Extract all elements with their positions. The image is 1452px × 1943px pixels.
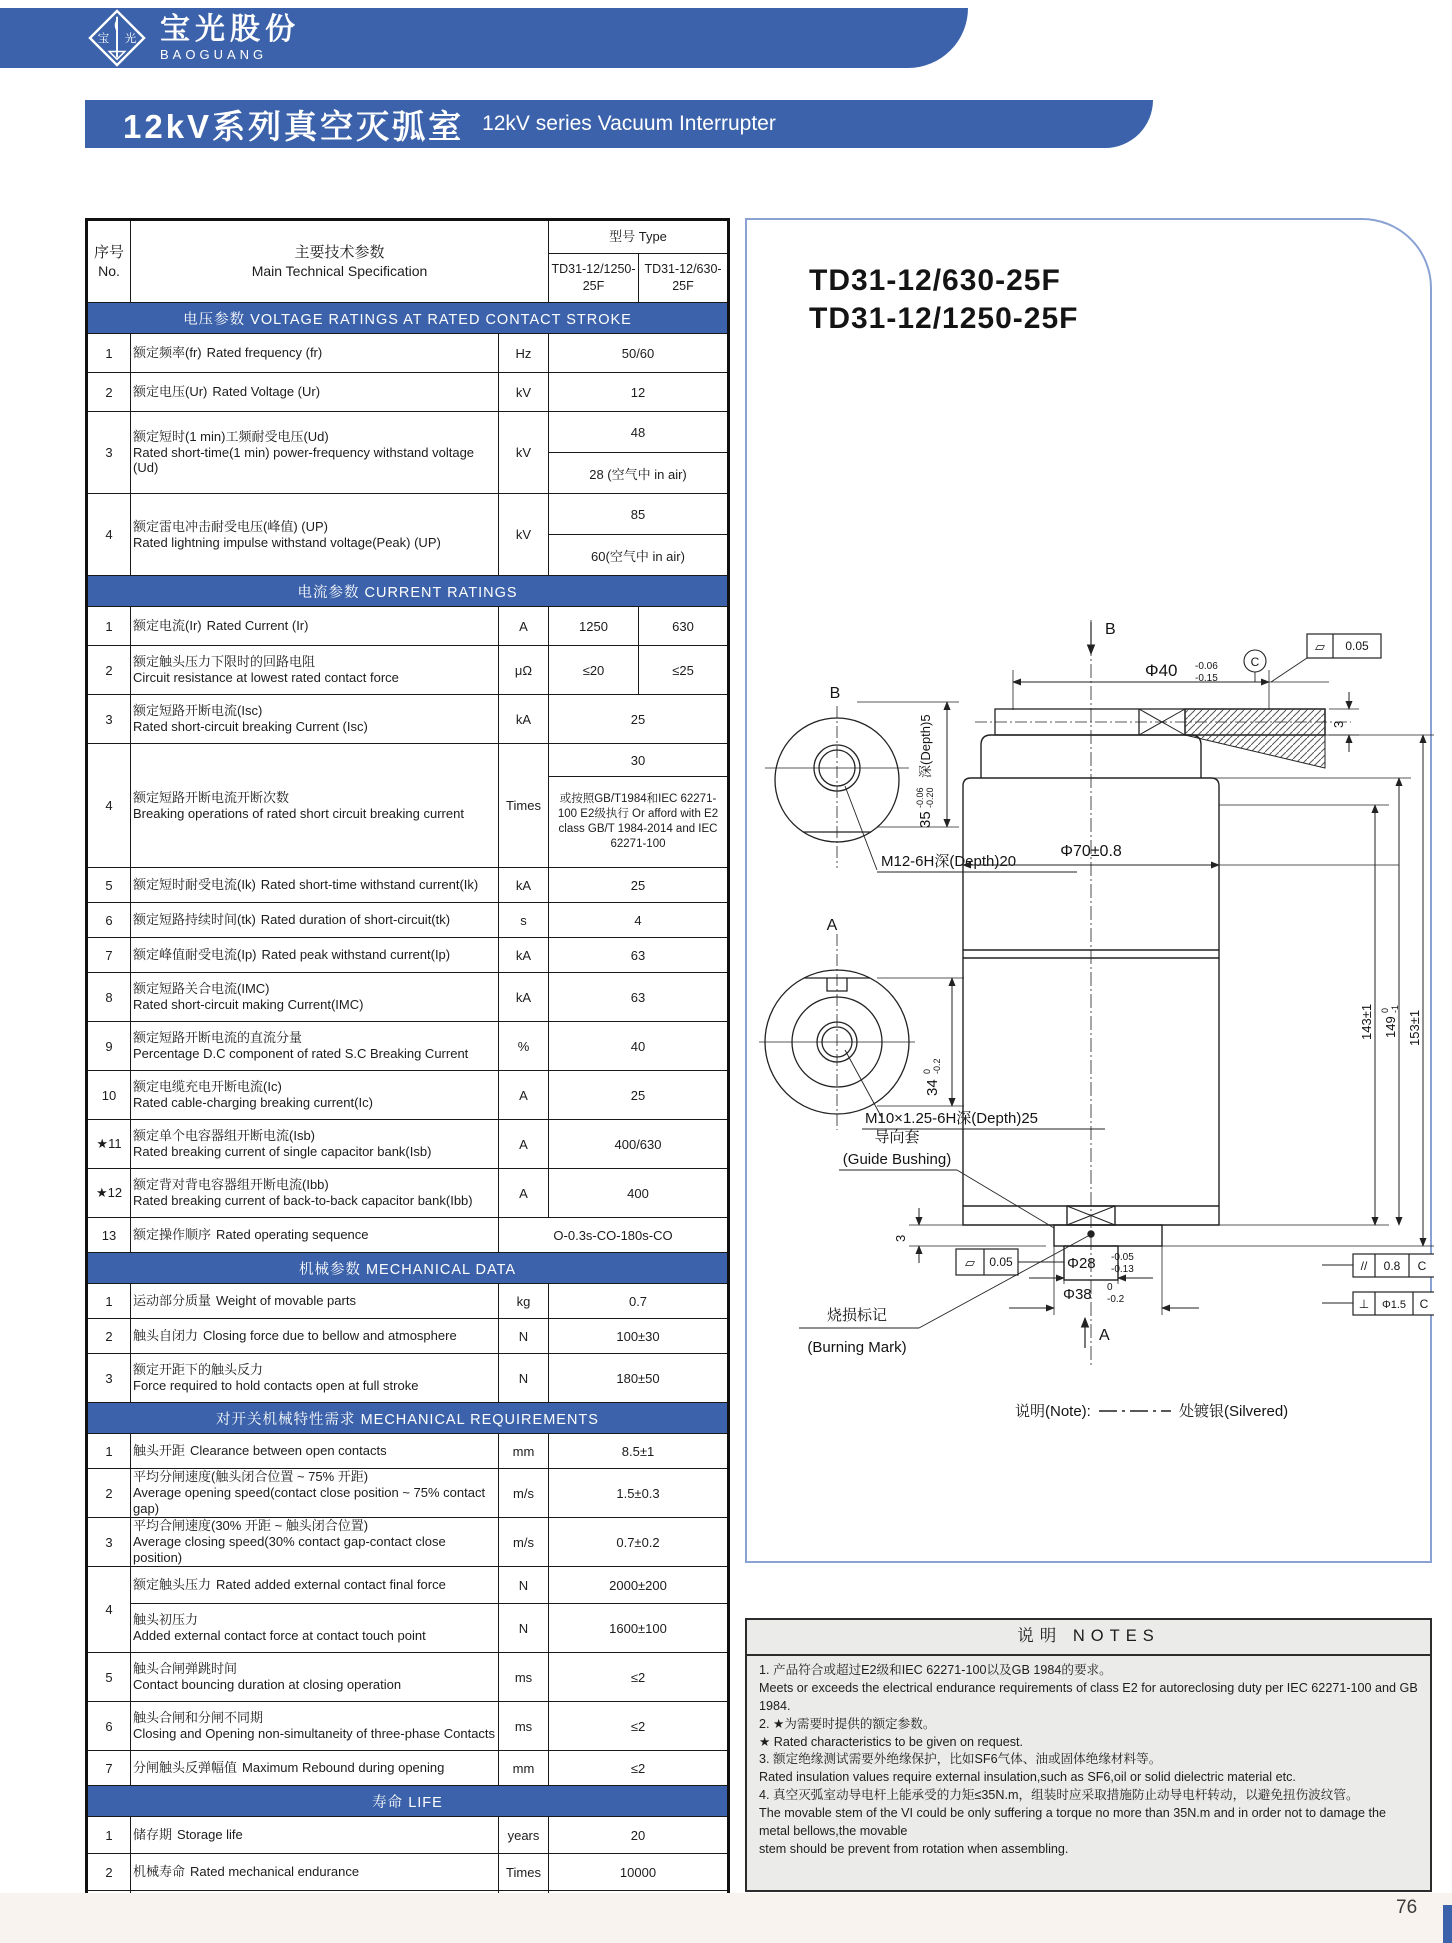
row-value: 63 [549, 973, 729, 1022]
row-value: 30 [549, 744, 729, 777]
spec-table [85, 218, 730, 1930]
row-unit: kV [499, 373, 549, 412]
table-row [87, 973, 729, 1022]
section-arrow-a [1085, 1318, 1110, 1348]
svg-text:3: 3 [893, 1234, 908, 1242]
dim-34-label [922, 1058, 942, 1096]
row-no: 3 [87, 695, 131, 744]
row-value: 0.7±0.2 [549, 1518, 729, 1567]
table-row [87, 1120, 729, 1169]
row-unit: ms [499, 1702, 549, 1751]
row-unit: kA [499, 973, 549, 1022]
m10-callout [862, 1110, 1105, 1129]
brand-name-zh: 宝光股份 [160, 13, 300, 46]
row-label: 额定开距下的触头反力 Force required to hold contacts open at full stroke [131, 1354, 499, 1403]
svg-text://: // [1360, 1259, 1368, 1273]
row-unit: A [499, 1071, 549, 1120]
table-row [87, 1653, 729, 1702]
row-label: 额定短时耐受电流(Ik) Rated short-time withstand current(Ik) [131, 868, 499, 903]
row-label: 运动部分质量 Weight of movable parts [131, 1284, 499, 1319]
svg-text:Φ1.5: Φ1.5 [1381, 1299, 1407, 1311]
svg-text:Φ70±0.8: Φ70±0.8 [1060, 843, 1122, 860]
row-no: 6 [87, 903, 131, 938]
table-row [87, 695, 729, 744]
row-label: 额定短路关合电流(IMC) Rated short-circuit making Current(IMC) [131, 973, 499, 1022]
row-value: 630 [639, 607, 729, 646]
row-unit: mm [499, 1434, 549, 1469]
svg-text:(Burning Mark): (Burning Mark) [807, 1339, 907, 1356]
row-no: 5 [87, 1653, 131, 1702]
col-header-spec: 主要技术参数 Main Technical Specification [131, 220, 549, 303]
table-header-row [87, 220, 729, 254]
table-row [87, 1354, 729, 1403]
note-line: The movable stem of the VI could be only suffering a torque no more than 35N.m and in order not to damage the metal bellows,the movable [759, 1806, 1387, 1838]
row-value: ≤20 [549, 646, 639, 695]
note-line: 4. 真空灭弧室动导电杆上能承受的力矩≤35N.m，组装时应采取措施防止动导电杆转动，以避免扭伤波纹管。 [759, 1788, 1359, 1803]
brand-block [160, 15, 300, 61]
row-label: 额定操作顺序 Rated operating sequence [131, 1218, 499, 1253]
svg-text:说明(Note):: 说明(Note): [1015, 1403, 1091, 1420]
model-line-1: TD31-12/630-25F [809, 264, 1061, 297]
row-value: 180±50 [549, 1354, 729, 1403]
svg-text:A: A [1099, 1327, 1110, 1344]
row-value: 63 [549, 938, 729, 973]
dim-phi70 [963, 843, 1399, 865]
row-unit: A [499, 1169, 549, 1218]
note-line: 2. ★为需要时提供的额定参数。 [759, 1716, 936, 1731]
row-no: 2 [87, 1854, 131, 1891]
svg-text:Φ38: Φ38 [1063, 1286, 1092, 1303]
row-no: 3 [87, 1518, 131, 1567]
row-unit: Times [499, 744, 549, 868]
note-line: ★ Rated characteristics to be given on request. [759, 1734, 1024, 1749]
brand-name-en: BAOGUANG [160, 47, 268, 62]
table-row [87, 1469, 729, 1518]
row-unit: % [499, 1022, 549, 1071]
svg-text:153±1: 153±1 [1407, 1009, 1422, 1046]
svg-text:C: C [1417, 1259, 1427, 1273]
row-label: 额定电压(Ur) Rated Voltage (Ur) [131, 373, 499, 412]
view-a-label: A [826, 917, 838, 934]
page-title-en: 12kV series Vacuum Interrupter [482, 112, 776, 135]
row-no: 4 [87, 1567, 131, 1653]
row-unit: mm [499, 1751, 549, 1786]
table-row [87, 744, 729, 777]
svg-text:-0.06: -0.06 [1195, 661, 1218, 672]
footer-strip [0, 1893, 1452, 1943]
table-row [87, 1218, 729, 1253]
row-unit: kA [499, 695, 549, 744]
table-row [87, 1702, 729, 1751]
row-no: 2 [87, 373, 131, 412]
row-value: O-0.3s-CO-180s-CO [499, 1218, 729, 1253]
technical-drawing [747, 220, 1434, 1565]
row-value: 1250 [549, 607, 639, 646]
row-no: 3 [87, 412, 131, 494]
row-no: 1 [87, 1817, 131, 1854]
row-value: 60(空气中 in air) [549, 535, 729, 576]
col-header-type-630: TD31-12/630-25F [639, 254, 729, 303]
dim-143-label [1359, 1004, 1374, 1040]
dim-149-label [1380, 1005, 1400, 1038]
row-label: 额定触头压力下限时的回路电阻 Circuit resistance at lowest rated contact force [131, 646, 499, 695]
row-value: 10000 [549, 1854, 729, 1891]
table-row [87, 646, 729, 695]
table-row [87, 868, 729, 903]
m12-callout [877, 853, 1077, 872]
row-unit: kA [499, 938, 549, 973]
row-value: 0.7 [549, 1284, 729, 1319]
row-no: 1 [87, 334, 131, 373]
row-no: 5 [87, 868, 131, 903]
table-row [87, 1751, 729, 1786]
datum-c-top [1244, 650, 1266, 682]
row-unit: Times [499, 1854, 549, 1891]
table-subrow [87, 1604, 729, 1653]
svg-text:0: 0 [1380, 1007, 1390, 1013]
svg-text:-0.20: -0.20 [925, 787, 935, 808]
row-unit: kV [499, 412, 549, 494]
col-header-no: 序号 No. [87, 220, 131, 303]
svg-text:3: 3 [1331, 720, 1346, 728]
note-line: Rated insulation values require external insulation,such as SF6,oil or solid dielectric material etc. [759, 1770, 1296, 1785]
table-row [87, 1071, 729, 1120]
row-label: 额定电缆充电开断电流(Ic) Rated cable-charging breaking current(Ic) [131, 1071, 499, 1120]
m12-thread-label: M12-6H深(Depth)20 [881, 853, 1017, 870]
row-unit: N [499, 1319, 549, 1354]
row-label: 额定电流(Ir) Rated Current (Ir) [131, 607, 499, 646]
svg-text:导向套: 导向套 [874, 1129, 920, 1146]
svg-text:Φ40: Φ40 [1145, 661, 1178, 680]
row-unit: m/s [499, 1518, 549, 1567]
drawing-panel [745, 218, 1432, 1563]
svg-text:C: C [1419, 1297, 1429, 1311]
page-title-bar [85, 100, 1153, 148]
header-band [0, 8, 968, 68]
note-line: stem should be prevent from rotation when assembling. [759, 1841, 1069, 1856]
parallelism-tolerance-box [1322, 1254, 1434, 1277]
row-no: 7 [87, 1751, 131, 1786]
note-line: 1. 产品符合或超过E2级和IEC 62271-100以及GB 1984的要求。 [759, 1663, 1112, 1677]
row-unit: N [499, 1567, 549, 1604]
row-label: 额定雷电冲击耐受电压(峰值) (UP) Rated lightning impulse withstand voltage(Peak) (UP) [131, 494, 499, 576]
row-unit: kg [499, 1284, 549, 1319]
top-flange-strip [975, 709, 1351, 768]
logo-char-right: 光 [124, 31, 137, 45]
table-row [87, 938, 729, 973]
table-row [87, 494, 729, 535]
svg-text:处镀银(Silvered): 处镀银(Silvered) [1179, 1403, 1289, 1420]
row-label: 额定单个电容器组开断电流(Isb) Rated breaking current of single capacitor bank(Isb) [131, 1120, 499, 1169]
row-label: 平均合闸速度(30% 开距 ~ 触头闭合位置) Average closing speed(30% contact gap-contact close position) [131, 1518, 499, 1567]
table-row [87, 1022, 729, 1071]
logo-char-left: 宝 [97, 31, 110, 45]
height-dims-lines [1162, 735, 1434, 1246]
svg-text:34: 34 [924, 1079, 941, 1096]
row-label: 触头合闸弹跳时间 Contact bouncing duration at closing operation [131, 1653, 499, 1702]
dim-35-label [915, 714, 935, 828]
row-label: 触头开距 Clearance between open contacts [131, 1434, 499, 1469]
table-row [87, 1169, 729, 1218]
baoguang-logo-icon [88, 9, 146, 67]
burning-mark-callout [799, 1236, 1088, 1356]
svg-text:-0.2: -0.2 [932, 1058, 942, 1074]
row-label: 额定频率(fr) Rated frequency (fr) [131, 334, 499, 373]
col-header-type-1250: TD31-12/1250-25F [549, 254, 639, 303]
row-unit: N [499, 1354, 549, 1403]
section-header-current: 电流参数 CURRENT RATINGS [87, 576, 729, 607]
svg-text:C: C [1250, 655, 1260, 669]
svg-text:0: 0 [1107, 1282, 1113, 1293]
row-value: 400/630 [549, 1120, 729, 1169]
table-row [87, 1854, 729, 1891]
guide-bushing-callout [839, 1129, 1054, 1228]
row-no: 6 [87, 1702, 131, 1751]
dim-35-lines [857, 702, 959, 827]
row-value: 28 (空气中 in air) [549, 453, 729, 494]
row-no: 9 [87, 1022, 131, 1071]
row-no: 1 [87, 1284, 131, 1319]
svg-text:B: B [1105, 621, 1116, 638]
row-no: 4 [87, 494, 131, 576]
note-line: 3. 额定绝缘测试需要外绝缘保护，比如SF6气体、油或固体绝缘材料等。 [759, 1752, 1162, 1767]
silvered-note [1015, 1403, 1288, 1420]
flatness-tolerance-top [1271, 634, 1381, 682]
row-value: 48 [549, 412, 729, 453]
row-no: 1 [87, 1434, 131, 1469]
row-no: ★11 [87, 1120, 131, 1169]
row-no: 8 [87, 973, 131, 1022]
row-label: 分闸触头反弹幅值 Maximum Rebound during opening [131, 1751, 499, 1786]
row-label: 额定背对背电容器组开断电流(Ibb) Rated breaking current of back-to-back capacitor bank(Ibb) [131, 1169, 499, 1218]
dim-153-label [1407, 1010, 1422, 1046]
table-row [87, 1284, 729, 1319]
row-unit: A [499, 1120, 549, 1169]
table-row [87, 1817, 729, 1854]
table-row [87, 373, 729, 412]
row-unit: Hz [499, 334, 549, 373]
row-value: 1.5±0.3 [549, 1469, 729, 1518]
svg-text:Φ28: Φ28 [1067, 1255, 1096, 1272]
row-unit: years [499, 1817, 549, 1854]
row-no: 2 [87, 1469, 131, 1518]
row-value: 40 [549, 1022, 729, 1071]
row-value: 20 [549, 1817, 729, 1854]
row-no: 13 [87, 1218, 131, 1253]
table-row [87, 1518, 729, 1567]
row-label: 额定触头压力 Rated added external contact final force [131, 1567, 499, 1604]
row-label: 额定短路开断电流开断次数 Breaking operations of rated short circuit breaking current [131, 744, 499, 868]
row-label: 额定短时(1 min)工频耐受电压(Ud) Rated short-time(1 min) power-frequency withstand voltage (Ud) [131, 412, 499, 494]
row-value: 4 [549, 903, 729, 938]
svg-text:⊥: ⊥ [1358, 1297, 1370, 1311]
svg-text:-0.2: -0.2 [1107, 1294, 1125, 1305]
row-value: 8.5±1 [549, 1434, 729, 1469]
table-row [87, 412, 729, 453]
page-number: 76 [1396, 1897, 1418, 1918]
m10-thread-label: M10×1.25-6H深(Depth)25 [865, 1110, 1039, 1127]
row-no: 1 [87, 607, 131, 646]
row-value: 50/60 [549, 334, 729, 373]
row-unit: ms [499, 1653, 549, 1702]
row-value: 或按照GB/T1984和IEC 62271-100 E2级执行 Or afford with E2 class GB/T 1984-2014 and IEC 62271-100 [549, 777, 729, 868]
table-row [87, 903, 729, 938]
svg-text:(Guide Bushing): (Guide Bushing) [842, 1151, 952, 1168]
dim-phi28 [1029, 1252, 1153, 1284]
table-row [87, 607, 729, 646]
flatness-tolerance-bottom [956, 1249, 1064, 1275]
table-row [87, 334, 729, 373]
svg-text:-0.13: -0.13 [1111, 1264, 1134, 1275]
row-value: 25 [549, 868, 729, 903]
svg-text:▱: ▱ [965, 1255, 975, 1270]
perpendicularity-tolerance-box [1322, 1292, 1434, 1315]
row-label: 触头自闭力 Closing force due to bellow and atmosphere [131, 1319, 499, 1354]
row-value: ≤2 [549, 1653, 729, 1702]
row-no: ★12 [87, 1169, 131, 1218]
row-unit: A [499, 607, 549, 646]
col-header-type: 型号 Type [549, 220, 729, 254]
notes-box [745, 1618, 1432, 1892]
row-unit: kV [499, 494, 549, 576]
table-row [87, 1567, 729, 1604]
svg-text:-0.05: -0.05 [1111, 1252, 1134, 1263]
row-unit: s [499, 903, 549, 938]
svg-text:0.8: 0.8 [1383, 1259, 1401, 1273]
notes-title: 说明 NOTES [747, 1620, 1430, 1656]
row-label: 额定短路持续时间(tk) Rated duration of short-circuit(tk) [131, 903, 499, 938]
view-b-label: B [829, 685, 841, 702]
row-value: ≤25 [639, 646, 729, 695]
row-label: 机械寿命 Rated mechanical endurance [131, 1854, 499, 1891]
model-line-2: TD31-12/1250-25F [809, 302, 1079, 335]
row-value: ≤2 [549, 1751, 729, 1786]
row-label: 额定峰值耐受电流(Ip) Rated peak withstand current(Ip) [131, 938, 499, 973]
row-unit: m/s [499, 1469, 549, 1518]
svg-text:149: 149 [1383, 1016, 1398, 1038]
bottom-circular-view [759, 934, 915, 1130]
row-no: 4 [87, 744, 131, 868]
svg-text:烧损标记: 烧损标记 [826, 1307, 888, 1324]
notes-body [747, 1656, 1430, 1865]
row-no: 2 [87, 1319, 131, 1354]
row-no: 3 [87, 1354, 131, 1403]
page-title-zh: 12kV系列真空灭弧室 [123, 107, 465, 145]
dim-3-top [1329, 692, 1359, 752]
row-value: 2000±200 [549, 1567, 729, 1604]
svg-text:-1: -1 [1390, 1004, 1400, 1013]
row-no: 2 [87, 646, 131, 695]
row-unit: kA [499, 868, 549, 903]
section-header-mechanical-data: 机械参数 MECHANICAL DATA [87, 1253, 729, 1284]
section-header-voltage: 电压参数 VOLTAGE RATINGS AT RATED CONTACT STROKE [87, 303, 729, 334]
table-row [87, 1319, 729, 1354]
svg-text:0: 0 [922, 1068, 932, 1074]
row-label: 平均分闸速度(触头闭合位置 ~ 75% 开距) Average opening speed(contact close position ~ 75% contact gap) [131, 1469, 499, 1518]
note-line: Meets or exceeds the electrical endurance requirements of class E2 for autoreclosing duty per IEC 62271-100 and GB 1984. [759, 1680, 1418, 1713]
row-no: 7 [87, 938, 131, 973]
row-value: 25 [549, 695, 729, 744]
section-arrow-b [1091, 621, 1116, 654]
top-circular-view [765, 706, 909, 870]
row-value: 100±30 [549, 1319, 729, 1354]
row-unit: μΩ [499, 646, 549, 695]
svg-text:143±1: 143±1 [1359, 1003, 1374, 1040]
row-label: 储存期 Storage life [131, 1817, 499, 1854]
row-unit: N [499, 1604, 549, 1653]
dim-phi40-label [1145, 661, 1218, 684]
svg-text:▱: ▱ [1315, 639, 1325, 654]
svg-text:深(Depth)5: 深(Depth)5 [918, 714, 933, 778]
svg-text:0.05: 0.05 [1345, 639, 1369, 653]
row-label: 额定短路开断电流的直流分量 Percentage D.C component of rated S.C Breaking Current [131, 1022, 499, 1071]
row-value: 1600±100 [549, 1604, 729, 1653]
row-value: ≤2 [549, 1702, 729, 1751]
section-header-life: 寿命 LIFE [87, 1786, 729, 1817]
row-label: 触头合闸和分闸不同期 Closing and Opening non-simultaneity of three-phase Contacts [131, 1702, 499, 1751]
row-value: 85 [549, 494, 729, 535]
row-label: 触头初压力 Added external contact force at contact touch point [131, 1604, 499, 1653]
svg-text:-0.15: -0.15 [1195, 673, 1218, 684]
row-value: 12 [549, 373, 729, 412]
corner-accent [1443, 1905, 1452, 1943]
svg-text:35: 35 [917, 811, 934, 828]
row-label: 额定短路开断电流(Isc) Rated short-circuit breaking Current (Isc) [131, 695, 499, 744]
svg-text:-0.06: -0.06 [915, 787, 925, 808]
row-no: 10 [87, 1071, 131, 1120]
row-value: 400 [549, 1169, 729, 1218]
table-row [87, 1434, 729, 1469]
row-value: 25 [549, 1071, 729, 1120]
section-header-mechanical-requirements: 对开关机械特性需求 MECHANICAL REQUIREMENTS [87, 1403, 729, 1434]
svg-text:0.05: 0.05 [989, 1255, 1013, 1269]
